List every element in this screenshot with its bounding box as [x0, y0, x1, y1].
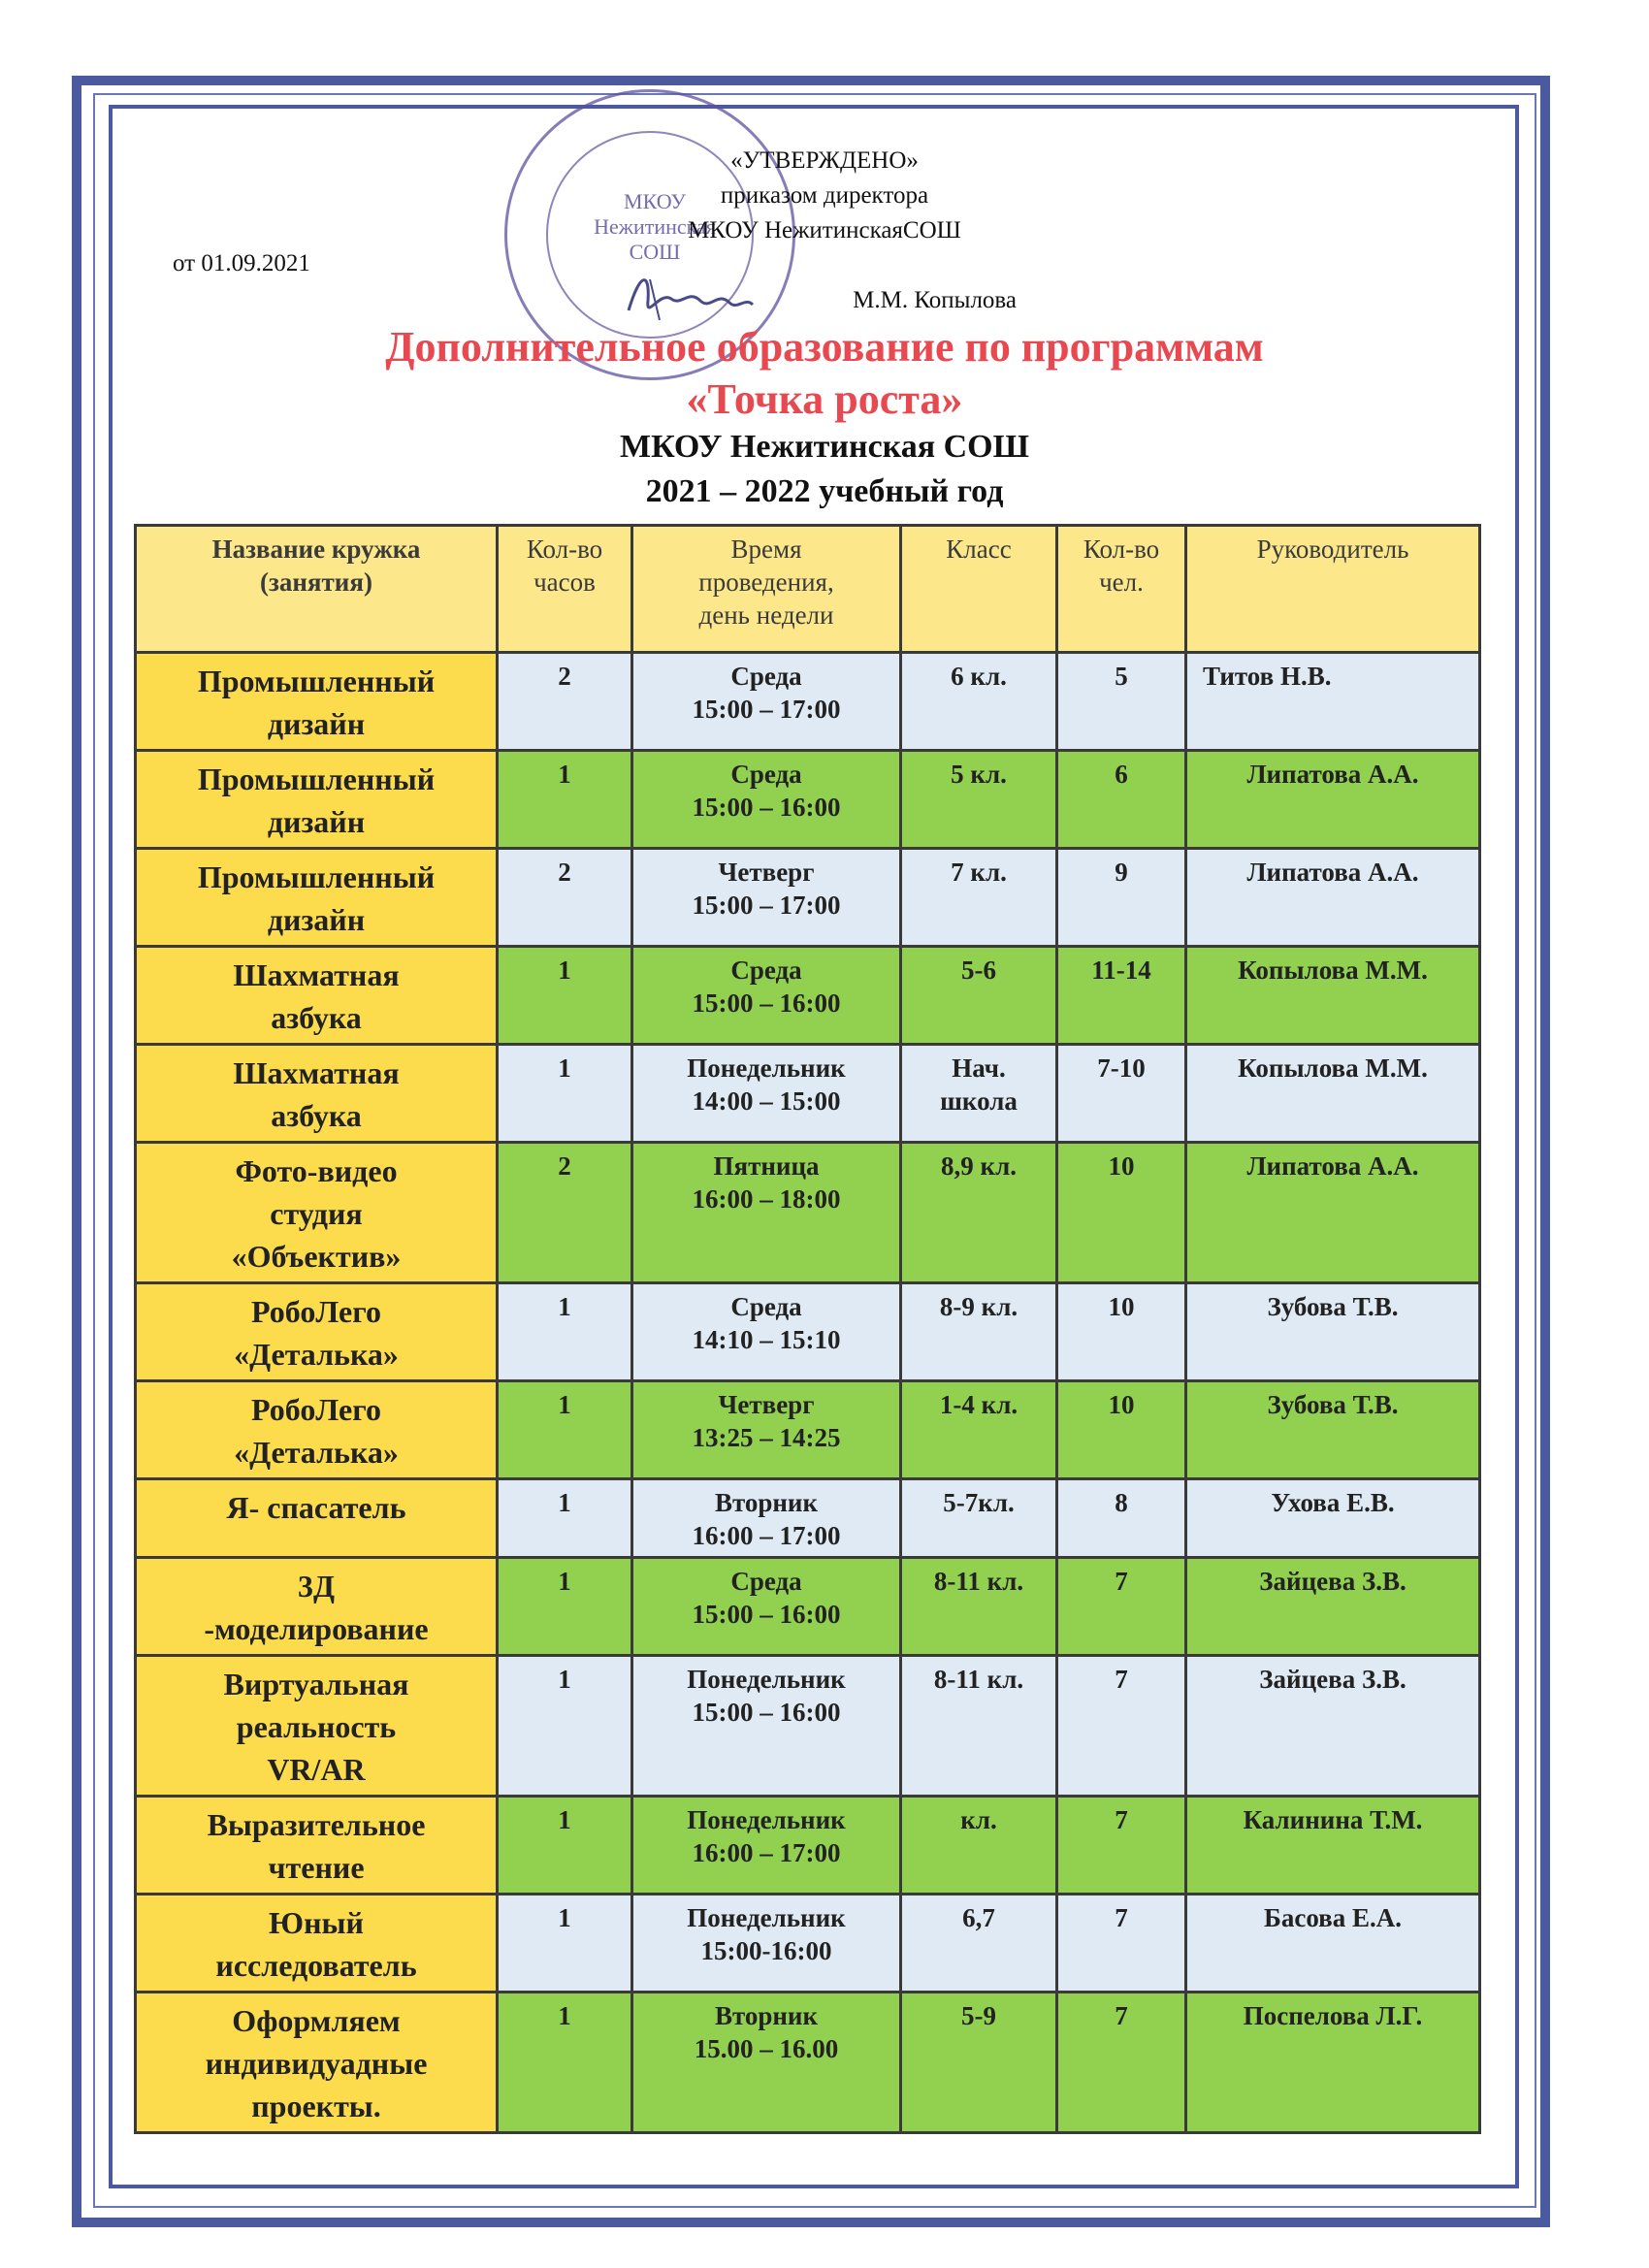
- table-row: [137, 948, 1478, 1043]
- cell-line: 7 кл.: [951, 858, 1007, 887]
- cell-hours: [499, 752, 630, 847]
- cell-line: 15:00 – 16:00: [692, 988, 841, 1018]
- cell-line: проекты.: [251, 2089, 381, 2123]
- cell-line: 15:00-16:00: [700, 1936, 832, 1965]
- cell-club-name: [137, 1382, 496, 1477]
- cell-count: [1058, 1046, 1184, 1141]
- cell-line: 16:00 – 18:00: [692, 1184, 841, 1214]
- cell-line: Титов Н.В.: [1203, 662, 1332, 691]
- table-row: [137, 1559, 1478, 1654]
- cell-class: [902, 1657, 1055, 1795]
- cell-line: 10: [1108, 1151, 1135, 1181]
- cell-line: 3Д: [297, 1569, 335, 1604]
- header-text: Название кружка: [211, 535, 421, 564]
- cell-leader: [1187, 1895, 1478, 1991]
- header-text: Кол-во: [526, 535, 603, 564]
- cell-line: Липатова А.А.: [1246, 1151, 1419, 1181]
- cell-leader: [1187, 1798, 1478, 1893]
- cell-club-name: [137, 654, 496, 749]
- header-name: [137, 527, 496, 651]
- cell-time: [633, 1382, 899, 1477]
- cell-line: Среда: [730, 1567, 802, 1596]
- header-text: Класс: [946, 535, 1012, 564]
- cell-line: Зайцева З.В.: [1259, 1665, 1406, 1694]
- document-title-program: «Точка роста»: [686, 375, 963, 423]
- cell-line: Юный: [269, 1905, 364, 1940]
- cell-line: 7: [1115, 1805, 1128, 1834]
- cell-line: 6 кл.: [951, 662, 1007, 691]
- header-time: [633, 527, 899, 651]
- cell-line: Понедельник: [687, 1665, 846, 1694]
- cell-line: Промышленный: [197, 664, 436, 698]
- cell-line: 1: [558, 1903, 571, 1932]
- cell-line: 1-4 кл.: [939, 1390, 1018, 1419]
- cell-line: Копылова М.М.: [1238, 956, 1428, 985]
- cell-hours: [499, 1046, 630, 1141]
- cell-line: 8-11 кл.: [933, 1567, 1024, 1596]
- approval-date: от 01.09.2021: [173, 250, 310, 276]
- cell-class: [902, 1480, 1055, 1556]
- cell-line: 10: [1108, 1390, 1135, 1419]
- cell-line: Среда: [730, 956, 802, 985]
- cell-line: 8-9 кл.: [939, 1292, 1018, 1321]
- cell-line: Зайцева З.В.: [1259, 1567, 1406, 1596]
- cell-line: Басова Е.А.: [1263, 1903, 1402, 1932]
- cell-club-name: [137, 948, 496, 1043]
- cell-leader: [1187, 654, 1478, 749]
- cell-line: 1: [558, 760, 571, 789]
- cell-club-name: [137, 1284, 496, 1379]
- cell-count: [1058, 948, 1184, 1043]
- header-leader: [1187, 527, 1478, 651]
- cell-line: Промышленный: [197, 761, 436, 796]
- cell-line: 8-11 кл.: [933, 1665, 1024, 1694]
- table-row: [137, 1895, 1478, 1991]
- cell-line: 5-6: [961, 956, 996, 985]
- cell-leader: [1187, 1382, 1478, 1477]
- signatory-name: М.М. Копылова: [853, 287, 1017, 313]
- header-class: [902, 527, 1055, 651]
- table-row: [137, 1284, 1478, 1379]
- cell-time: [633, 850, 899, 945]
- cell-line: 16:00 – 17:00: [692, 1838, 841, 1867]
- cell-line: 14:10 – 15:10: [692, 1325, 841, 1354]
- cell-line: 15:00 – 16:00: [692, 793, 841, 822]
- cell-line: 2: [558, 858, 571, 887]
- table-row: [137, 1993, 1478, 2131]
- cell-line: «Объектив»: [231, 1239, 402, 1274]
- cell-line: Ухова Е.В.: [1271, 1488, 1395, 1517]
- cell-time: [633, 1657, 899, 1795]
- cell-count: [1058, 1480, 1184, 1556]
- cell-count: [1058, 1657, 1184, 1795]
- cell-line: реальность: [236, 1709, 397, 1744]
- cell-line: 15.00 – 16.00: [694, 2034, 839, 2063]
- cell-line: Среда: [730, 760, 802, 789]
- cell-line: Четверг: [718, 1390, 815, 1419]
- cell-time: [633, 1895, 899, 1991]
- cell-line: 8: [1115, 1488, 1128, 1517]
- cell-count: [1058, 1144, 1184, 1281]
- table-header-row: [137, 527, 1478, 651]
- cell-line: 1: [558, 1292, 571, 1321]
- cell-class: [902, 1046, 1055, 1141]
- cell-line: Среда: [730, 662, 802, 691]
- cell-count: [1058, 1382, 1184, 1477]
- cell-line: 1: [558, 1488, 571, 1517]
- cell-class: [902, 948, 1055, 1043]
- cell-line: Оформляем: [232, 2003, 401, 2038]
- cell-line: Вторник: [714, 2001, 819, 2030]
- cell-line: 2: [558, 662, 571, 691]
- header-text: Руководитель: [1256, 535, 1409, 564]
- cell-time: [633, 1046, 899, 1141]
- cell-class: [902, 1559, 1055, 1654]
- cell-line: Вторник: [714, 1488, 819, 1517]
- header-text: часов: [534, 567, 596, 597]
- stamp-line: МКОУ: [624, 189, 686, 213]
- cell-line: 10: [1108, 1292, 1135, 1321]
- cell-line: Промышленный: [197, 859, 436, 894]
- approval-block: [621, 144, 1028, 318]
- cell-line: 1: [558, 1053, 571, 1083]
- cell-hours: [499, 1144, 630, 1281]
- cell-class: [902, 1284, 1055, 1379]
- cell-line: чтение: [268, 1850, 365, 1885]
- cell-club-name: [137, 1798, 496, 1893]
- cell-time: [633, 1559, 899, 1654]
- cell-line: Поспелова Л.Г.: [1243, 2001, 1423, 2030]
- header-text: Кол-во: [1083, 535, 1160, 564]
- cell-line: 5-9: [961, 2001, 996, 2030]
- cell-count: [1058, 654, 1184, 749]
- cell-line: Среда: [730, 1292, 802, 1321]
- cell-line: Я- спасатель: [226, 1490, 406, 1525]
- table-row: [137, 1657, 1478, 1795]
- stamp-line: СОШ: [629, 240, 681, 264]
- cell-hours: [499, 1559, 630, 1654]
- cell-line: Шахматная: [233, 1055, 400, 1090]
- cell-line: кл.: [960, 1805, 997, 1834]
- cell-time: [633, 1284, 899, 1379]
- cell-line: 6,7: [962, 1903, 995, 1932]
- cell-hours: [499, 1993, 630, 2131]
- cell-club-name: [137, 1993, 496, 2131]
- table-row: [137, 1046, 1478, 1141]
- cell-club-name: [137, 1657, 496, 1795]
- cell-time: [633, 1798, 899, 1893]
- cell-line: студия: [270, 1196, 363, 1231]
- table-row: [137, 654, 1478, 749]
- header-text: день недели: [698, 600, 834, 630]
- cell-count: [1058, 752, 1184, 847]
- cell-class: [902, 1895, 1055, 1991]
- cell-line: 13:25 – 14:25: [692, 1423, 841, 1452]
- cell-line: Понедельник: [687, 1903, 846, 1932]
- cell-class: [902, 1382, 1055, 1477]
- approval-line: приказом директора: [720, 182, 929, 209]
- cell-line: 11-14: [1091, 956, 1151, 985]
- cell-line: Нач.: [952, 1053, 1006, 1083]
- cell-hours: [499, 1382, 630, 1477]
- cell-leader: [1187, 948, 1478, 1043]
- cell-line: 9: [1115, 858, 1128, 887]
- cell-line: «Деталька»: [234, 1435, 399, 1470]
- cell-leader: [1187, 1046, 1478, 1141]
- cell-hours: [499, 1798, 630, 1893]
- approval-line: МКОУ НежитинскаяСОШ: [688, 217, 961, 243]
- cell-club-name: [137, 1144, 496, 1281]
- cell-class: [902, 1798, 1055, 1893]
- cell-line: -моделирование: [204, 1611, 429, 1646]
- cell-count: [1058, 1993, 1184, 2131]
- table-row: [137, 850, 1478, 945]
- cell-line: дизайн: [267, 706, 366, 741]
- table-row: [137, 1480, 1478, 1556]
- cell-count: [1058, 1559, 1184, 1654]
- cell-class: [902, 752, 1055, 847]
- cell-line: Липатова А.А.: [1246, 760, 1419, 789]
- table-row: [137, 1798, 1478, 1893]
- cell-line: Выразительное: [207, 1807, 426, 1842]
- cell-club-name: [137, 1559, 496, 1654]
- cell-line: 2: [558, 1151, 571, 1181]
- cell-line: Зубова Т.В.: [1267, 1292, 1399, 1321]
- table-row: [137, 1144, 1478, 1281]
- cell-line: 5-7кл.: [943, 1488, 1015, 1517]
- cell-time: [633, 948, 899, 1043]
- cell-line: 16:00 – 17:00: [692, 1521, 841, 1550]
- cell-line: 7: [1115, 1567, 1128, 1596]
- cell-line: Пятница: [713, 1151, 820, 1181]
- cell-leader: [1187, 1657, 1478, 1795]
- cell-line: 5: [1115, 662, 1128, 691]
- cell-line: 1: [558, 1567, 571, 1596]
- cell-line: 6: [1115, 760, 1128, 789]
- cell-line: 15:00 – 17:00: [692, 891, 841, 920]
- school-year: 2021 – 2022 учебный год: [645, 473, 1004, 509]
- cell-line: дизайн: [267, 804, 366, 839]
- cell-count: [1058, 1284, 1184, 1379]
- cell-leader: [1187, 1144, 1478, 1281]
- cell-line: РобоЛего: [251, 1294, 381, 1329]
- cell-leader: [1187, 1559, 1478, 1654]
- cell-count: [1058, 850, 1184, 945]
- cell-time: [633, 1480, 899, 1556]
- cell-line: индивидуадные: [205, 2046, 428, 2081]
- cell-hours: [499, 1895, 630, 1991]
- cell-club-name: [137, 1480, 496, 1556]
- cell-leader: [1187, 1284, 1478, 1379]
- cell-line: 5 кл.: [951, 760, 1007, 789]
- cell-hours: [499, 948, 630, 1043]
- cell-line: «Деталька»: [234, 1337, 399, 1372]
- cell-leader: [1187, 752, 1478, 847]
- cell-line: 7: [1115, 1903, 1128, 1932]
- header-hours: [499, 527, 630, 651]
- cell-club-name: [137, 850, 496, 945]
- cell-line: 1: [558, 1665, 571, 1694]
- cell-line: 14:00 – 15:00: [692, 1086, 841, 1116]
- cell-line: азбука: [271, 1000, 362, 1035]
- cell-line: 15:00 – 16:00: [692, 1600, 841, 1629]
- cell-line: Виртуальная: [223, 1667, 409, 1701]
- cell-line: Копылова М.М.: [1238, 1053, 1428, 1083]
- cell-class: [902, 654, 1055, 749]
- header-text: проведения,: [698, 567, 834, 597]
- cell-time: [633, 654, 899, 749]
- cell-line: 7-10: [1097, 1053, 1146, 1083]
- header-count: [1058, 527, 1184, 651]
- cell-line: Понедельник: [687, 1053, 846, 1083]
- cell-line: 8,9 кл.: [941, 1151, 1017, 1181]
- cell-line: Фото-видео: [235, 1153, 398, 1188]
- cell-line: исследователь: [215, 1948, 417, 1983]
- cell-club-name: [137, 1895, 496, 1991]
- cell-line: 15:00 – 17:00: [692, 695, 841, 724]
- cell-hours: [499, 1657, 630, 1795]
- cell-line: 15:00 – 16:00: [692, 1698, 841, 1727]
- cell-class: [902, 1993, 1055, 2131]
- cell-line: 1: [558, 1805, 571, 1834]
- cell-hours: [499, 1284, 630, 1379]
- cell-hours: [499, 850, 630, 945]
- cell-line: РобоЛего: [251, 1392, 381, 1427]
- cell-line: Четверг: [718, 858, 815, 887]
- cell-class: [902, 1144, 1055, 1281]
- cell-club-name: [137, 1046, 496, 1141]
- table-row: [137, 752, 1478, 847]
- cell-line: Калинина Т.М.: [1243, 1805, 1423, 1834]
- cell-line: Шахматная: [233, 957, 400, 992]
- cell-line: 7: [1115, 2001, 1128, 2030]
- cell-line: 1: [558, 2001, 571, 2030]
- cell-line: 7: [1115, 1665, 1128, 1694]
- school-name: МКОУ Нежитинская СОШ: [620, 429, 1029, 465]
- cell-count: [1058, 1798, 1184, 1893]
- header-text: (занятия): [260, 567, 372, 597]
- header-text: чел.: [1099, 567, 1144, 597]
- cell-line: Понедельник: [687, 1805, 846, 1834]
- cell-line: школа: [940, 1086, 1018, 1116]
- schedule-table: [134, 524, 1481, 2134]
- cell-leader: [1187, 1993, 1478, 2131]
- document-title: Дополнительное образование по программам: [385, 323, 1264, 371]
- cell-line: Липатова А.А.: [1246, 858, 1419, 887]
- cell-class: [902, 850, 1055, 945]
- cell-hours: [499, 1480, 630, 1556]
- cell-leader: [1187, 850, 1478, 945]
- cell-line: дизайн: [267, 902, 366, 937]
- cell-count: [1058, 1895, 1184, 1991]
- cell-club-name: [137, 752, 496, 847]
- cell-hours: [499, 654, 630, 749]
- cell-line: 1: [558, 1390, 571, 1419]
- cell-leader: [1187, 1480, 1478, 1556]
- approval-line: «УТВЕРЖДЕНО»: [730, 147, 919, 174]
- cell-time: [633, 1144, 899, 1281]
- header-text: Время: [730, 535, 802, 564]
- cell-line: 1: [558, 956, 571, 985]
- table-row: [137, 1382, 1478, 1477]
- cell-time: [633, 752, 899, 847]
- cell-line: Зубова Т.В.: [1267, 1390, 1399, 1419]
- cell-line: азбука: [271, 1098, 362, 1133]
- cell-line: VR/AR: [267, 1752, 366, 1787]
- cell-time: [633, 1993, 899, 2131]
- stamp-line: Нежитинская: [594, 214, 716, 239]
